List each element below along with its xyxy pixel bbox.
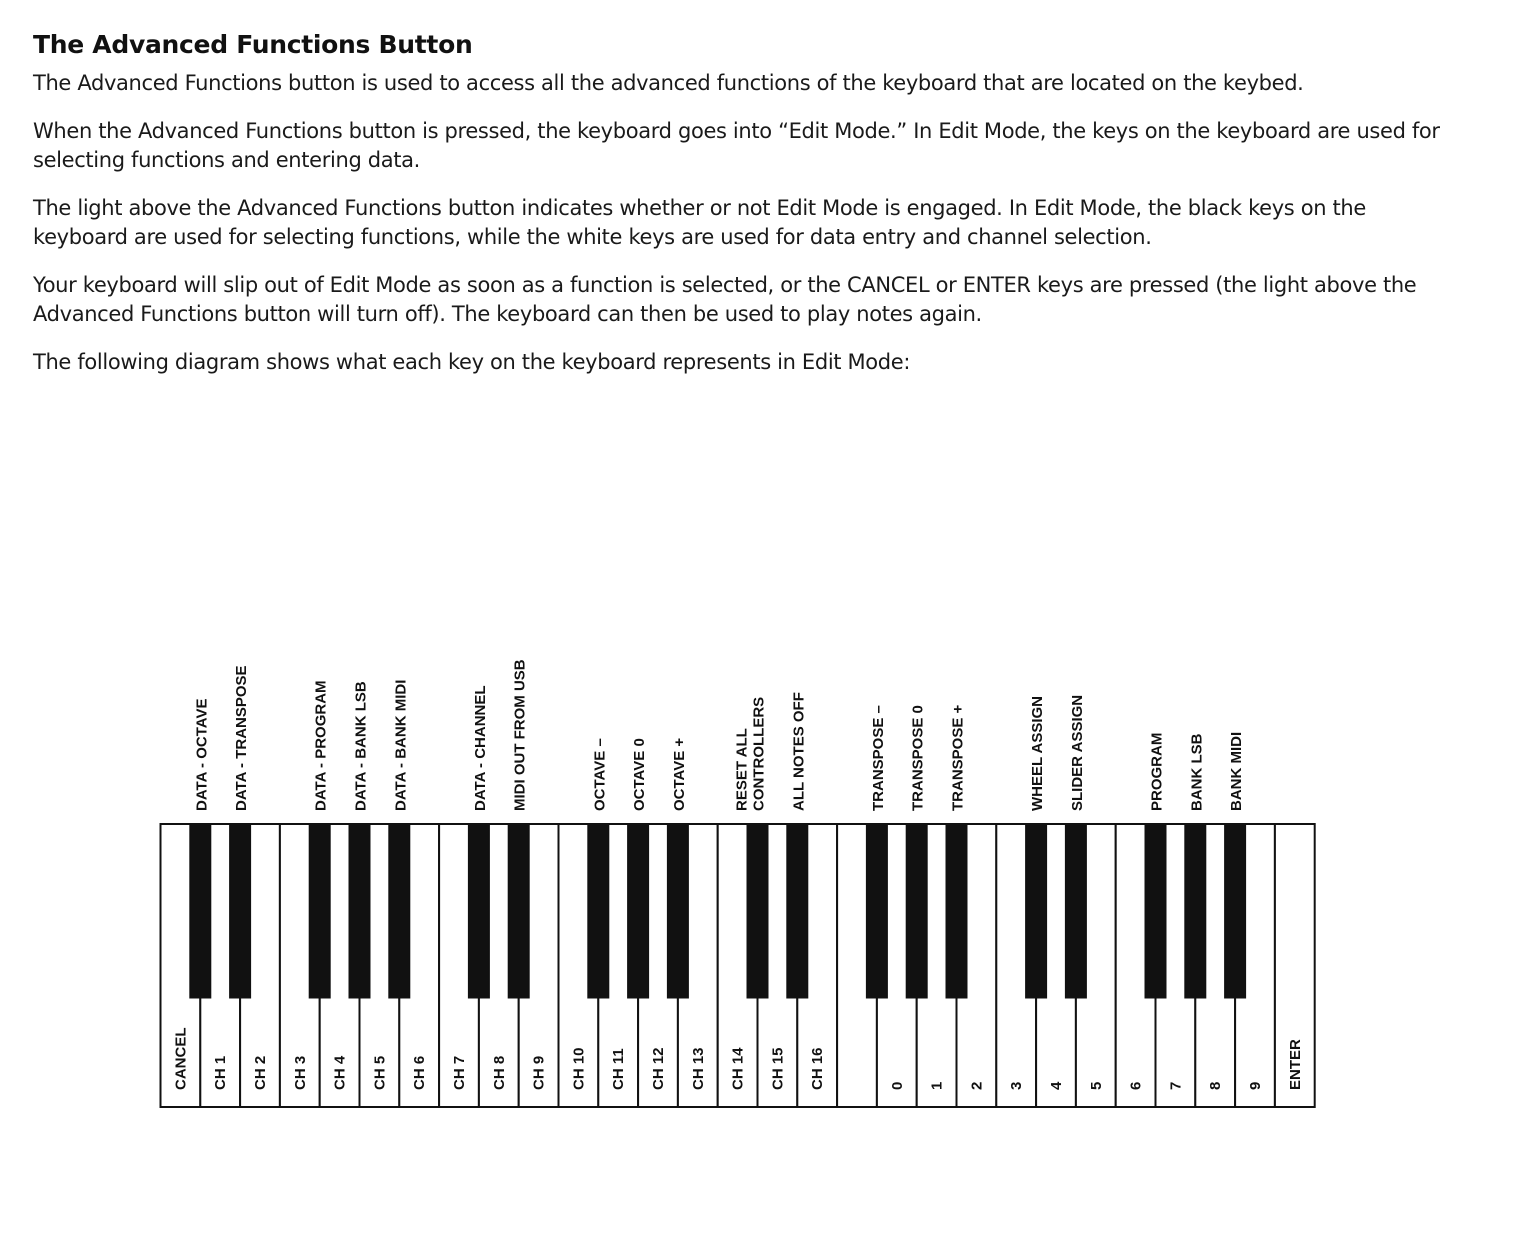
- black-key: [508, 824, 529, 998]
- black-key-function-label: MIDI OUT FROM USB: [511, 659, 529, 811]
- black-key-function-label: DATA - OCTAVE: [193, 698, 211, 811]
- paragraph-intro: The Advanced Functions button is used to access all the advanced functions of the keyboard that are located on the keybed.: [33, 71, 1304, 95]
- white-key-label: 5: [1087, 1081, 1105, 1090]
- white-key-label: ENTER: [1286, 1039, 1304, 1090]
- black-key: [1185, 824, 1206, 998]
- black-key: [588, 824, 609, 998]
- black-key: [1145, 824, 1166, 998]
- black-key: [1065, 824, 1086, 998]
- white-key-label: 1: [928, 1081, 946, 1090]
- black-key: [349, 824, 370, 998]
- white-key-label: 0: [888, 1081, 906, 1090]
- white-key-label: CH 11: [610, 1048, 628, 1090]
- black-key-function-label: DATA - BANK MIDI: [392, 679, 410, 811]
- white-key-label: CH 14: [729, 1047, 747, 1090]
- black-key-function-label: PROGRAM: [1148, 732, 1166, 811]
- black-key: [946, 824, 967, 998]
- white-key-label: CH 15: [769, 1047, 787, 1090]
- black-key-function-label: TRANSPOSE +: [949, 704, 967, 811]
- black-key: [628, 824, 649, 998]
- black-key-function-label: WHEEL ASSIGN: [1029, 695, 1047, 811]
- white-key-label: 4: [1048, 1081, 1065, 1090]
- white-key-label: CH 16: [809, 1047, 827, 1090]
- black-key-function-label: CONTROLLERS: [750, 696, 768, 811]
- white-key-label: 9: [1247, 1081, 1264, 1090]
- paragraph-light: The light above the Advanced Functions button indicates whether or not Edit Mode is engaged. In Edit Mode, the black keys on the keyboard are used for selecting functions, while the white keys are used for data entry and channel selection.: [33, 196, 1366, 249]
- black-key: [747, 824, 768, 998]
- black-key-function-label: OCTAVE –: [591, 738, 609, 811]
- black-key: [906, 824, 927, 998]
- black-key: [866, 824, 887, 998]
- black-key-function-label: SLIDER ASSIGN: [1068, 694, 1086, 811]
- black-key: [389, 824, 410, 998]
- black-key: [787, 824, 808, 998]
- white-key-label: 7: [1167, 1081, 1185, 1090]
- black-key: [230, 824, 251, 998]
- white-key-label: CH 3: [291, 1055, 309, 1090]
- black-key-function-label: TRANSPOSE –: [869, 705, 887, 811]
- white-key-label: CH 1: [212, 1055, 230, 1090]
- paragraph-edit-mode: When the Advanced Functions button is pressed, the keyboard goes into “Edit Mode.” In Edit Mode, the keys on the keyboard are used for selecting functions and entering data.: [33, 119, 1440, 172]
- white-key-label: 6: [1127, 1081, 1145, 1090]
- white-key-label: CH 10: [570, 1047, 588, 1090]
- black-key-function-label: BANK LSB: [1188, 733, 1206, 811]
- white-key-label: CANCEL: [172, 1027, 190, 1090]
- white-key-label: CH 9: [530, 1055, 548, 1090]
- paragraph-diagram-intro: The following diagram shows what each key on the keyboard represents in Edit Mode:: [33, 350, 911, 374]
- black-key-function-label: ALL NOTES OFF: [790, 692, 808, 811]
- white-key-label: CH 6: [411, 1055, 429, 1090]
- black-key: [309, 824, 330, 998]
- black-key-function-label: DATA - PROGRAM: [312, 680, 330, 811]
- white-key-label: 3: [1008, 1081, 1026, 1090]
- black-key-function-label: BANK MIDI: [1228, 731, 1246, 811]
- black-key-function-label: RESET ALL: [733, 728, 751, 811]
- black-key: [667, 824, 688, 998]
- black-key: [190, 824, 211, 998]
- black-key-function-label: TRANSPOSE 0: [909, 705, 927, 811]
- black-key: [1026, 824, 1047, 998]
- black-key-function-label: DATA - CHANNEL: [471, 685, 489, 811]
- white-key-label: 2: [968, 1081, 986, 1090]
- white-key-label: CH 13: [689, 1047, 707, 1090]
- white-key-label: CH 7: [451, 1055, 468, 1090]
- function-labels: [193, 659, 1245, 811]
- white-key-label: CH 8: [490, 1055, 508, 1090]
- section-heading: The Advanced Functions Button: [33, 30, 473, 59]
- white-key-label: 8: [1207, 1081, 1225, 1090]
- black-key-function-label: OCTAVE 0: [631, 738, 649, 811]
- black-key-function-label: OCTAVE +: [670, 737, 688, 811]
- black-key-function-label: DATA - TRANSPOSE: [233, 665, 251, 811]
- black-key: [1225, 824, 1246, 998]
- white-key-label: CH 12: [650, 1047, 667, 1090]
- black-key: [468, 824, 489, 998]
- black-key-function-label: DATA - BANK LSB: [352, 681, 370, 811]
- white-key-label: CH 2: [252, 1055, 269, 1090]
- paragraph-exit-edit-mode: Your keyboard will slip out of Edit Mode as soon as a function is selected, or the CANCEL or ENTER keys are pressed (the light above the Advanced Functions button will turn off). The keyboard can then be used to play notes again.: [33, 273, 1417, 326]
- white-key-label: CH 4: [331, 1055, 349, 1090]
- white-key-label: CH 5: [371, 1055, 389, 1090]
